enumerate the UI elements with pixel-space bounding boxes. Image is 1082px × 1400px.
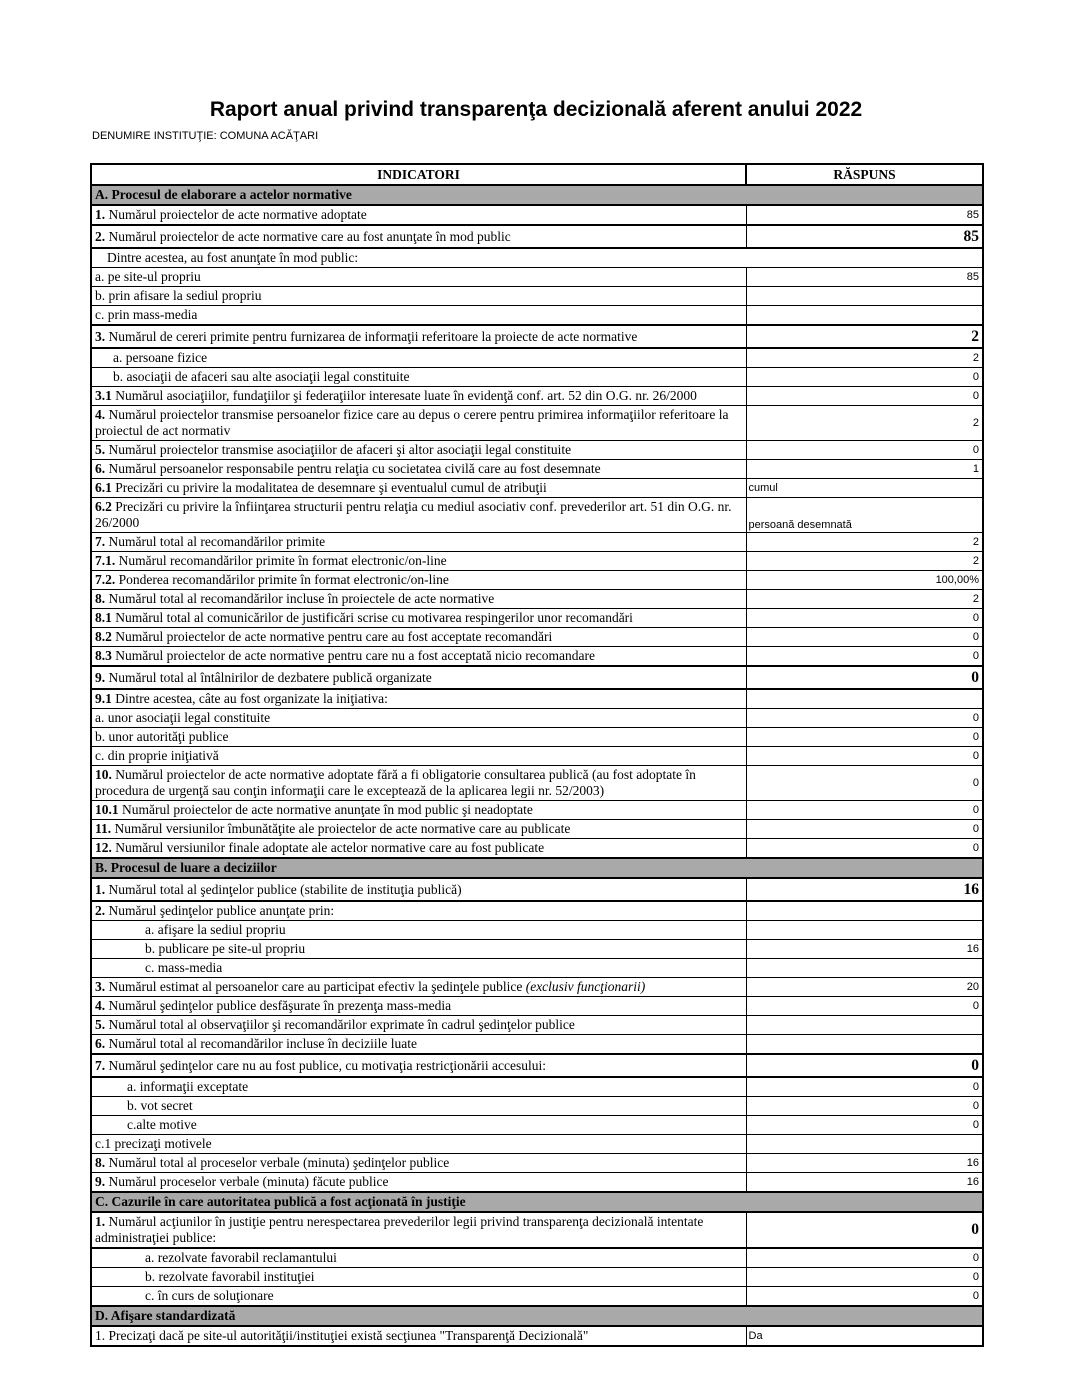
answer-cell: 100,00%: [746, 571, 983, 590]
section-header-row: [91, 1306, 983, 1326]
answer-cell: 2: [746, 406, 983, 441]
indicator-cell: 3.1 Numărul asociaţiilor, fundaţiilor şi federaţiilor interesate luate în evidenţă conf. art. 52 din O.G. nr. 26/2000: [91, 387, 746, 406]
indicator-number: 1.: [95, 881, 109, 897]
answer-cell: [746, 689, 983, 709]
answer-cell: 2: [746, 590, 983, 609]
table-row: [91, 552, 983, 571]
indicator-cell: 11. Numărul versiunilor îmbunătăţite ale proiectelor de acte normative care au publicate: [91, 820, 746, 839]
answer-cell: [746, 287, 983, 306]
answer-cell: 0: [746, 820, 983, 839]
indicator-number: 8.2: [95, 629, 116, 644]
answer-cell: 16: [746, 940, 983, 959]
answer-cell: cumul: [746, 479, 983, 498]
table-row: [91, 709, 983, 728]
indicators-column-header: INDICATORI: [91, 164, 746, 185]
indicators-table-body: [91, 185, 983, 1346]
answer-cell: 0: [746, 628, 983, 647]
indicator-cell: 9.1 Dintre acestea, câte au fost organizate la iniţiativa:: [91, 689, 746, 709]
answer-cell: 1: [746, 460, 983, 479]
answer-cell: Da: [746, 1326, 983, 1346]
answer-cell: 16: [746, 1173, 983, 1193]
answer-cell: 0: [746, 1248, 983, 1268]
table-row: [91, 1135, 983, 1154]
answer-cell: 2: [746, 552, 983, 571]
table-row: [91, 460, 983, 479]
indicator-cell: 5. Numărul total al observaţiilor şi recomandărilor exprimate în cadrul şedinţelor publice: [91, 1016, 746, 1035]
table-row: [91, 609, 983, 628]
indicator-number: 4.: [95, 998, 109, 1013]
table-row: [91, 978, 983, 997]
indicator-number: 3.1: [95, 388, 116, 403]
table-row: [91, 647, 983, 667]
answer-cell: [746, 306, 983, 326]
answer-cell: 2: [746, 348, 983, 368]
table-row: [91, 479, 983, 498]
indicator-number: 5.: [95, 442, 109, 457]
answer-cell: 0: [746, 1054, 983, 1077]
table-header-row: [91, 164, 983, 185]
section-header-label: C. Cazurile în care autoritatea publică a fost acţionată în justiţie: [91, 1192, 983, 1212]
section-header-label: A. Procesul de elaborare a actelor normative: [91, 185, 983, 205]
indicator-cell: c.alte motive: [91, 1116, 746, 1135]
indicator-cell: 7.1. Numărul recomandărilor primite în format electronic/on-line: [91, 552, 746, 571]
table-row: [91, 205, 983, 225]
indicator-number: 10.1: [95, 802, 122, 817]
answer-cell: [746, 901, 983, 921]
table-row: [91, 1016, 983, 1035]
table-row: [91, 268, 983, 287]
indicator-cell: a. afişare la sediul propriu: [91, 921, 746, 940]
indicator-cell: a. rezolvate favorabil reclamantului: [91, 1248, 746, 1268]
table-row: [91, 820, 983, 839]
table-row: [91, 1212, 983, 1248]
indicator-number: 1.: [95, 1328, 109, 1343]
indicator-number: 10.: [95, 767, 116, 782]
table-row: [91, 248, 983, 268]
indicator-cell: c. mass-media: [91, 959, 746, 978]
indicator-cell: 8.3 Numărul proiectelor de acte normative pentru care nu a fost acceptată nicio recomandare: [91, 647, 746, 667]
answer-cell: 85: [746, 268, 983, 287]
indicator-number: 9.: [95, 1174, 109, 1189]
indicator-cell: 10. Numărul proiectelor de acte normative adoptate fără a fi obligatorie consultarea publică (au fost adoptate în procedura de urgenţă sau conţin informaţii care le exceptează de la aplicarea legii nr. 52/2003): [91, 766, 746, 801]
answer-cell: 0: [746, 801, 983, 820]
table-row: [91, 1116, 983, 1135]
answer-cell: 0: [746, 997, 983, 1016]
table-row: [91, 1287, 983, 1307]
table-row: [91, 441, 983, 460]
indicator-cell: 10.1 Numărul proiectelor de acte normative anunţate în mod public şi neadoptate: [91, 801, 746, 820]
indicator-note: (exclusiv funcţionarii): [522, 979, 646, 994]
indicator-cell: 6.2 Precizări cu privire la înfiinţarea structurii pentru relaţia cu mediul asociativ conf. prevederilor art. 51 din O.G. nr. 26/2000: [91, 498, 746, 533]
answer-cell: 0: [746, 609, 983, 628]
table-row: [91, 1054, 983, 1077]
indicator-number: 2.: [95, 903, 109, 918]
answer-cell: 0: [746, 441, 983, 460]
table-row: [91, 225, 983, 248]
indicator-number: 8.: [95, 591, 109, 606]
answer-cell: 0: [746, 1116, 983, 1135]
answer-cell: 0: [746, 709, 983, 728]
answer-cell: 0: [746, 1287, 983, 1307]
table-row: [91, 878, 983, 901]
indicator-cell: 6.1 Precizări cu privire la modalitatea de desemnare şi eventualul cumul de atribuţii: [91, 479, 746, 498]
answer-cell: 2: [746, 533, 983, 552]
answer-cell: 0: [746, 647, 983, 667]
indicator-number: 4.: [95, 407, 109, 422]
indicator-cell: 6. Numărul persoanelor responsabile pentru relaţia cu societatea civilă care au fost desemnate: [91, 460, 746, 479]
indicator-cell: a. pe site-ul propriu: [91, 268, 746, 287]
table-row: [91, 921, 983, 940]
answer-cell: persoană desemnată: [746, 498, 983, 533]
indicator-number: 7.: [95, 534, 109, 549]
answer-cell: [746, 1016, 983, 1035]
indicator-cell: 1. Numărul proiectelor de acte normative adoptate: [91, 205, 746, 225]
indicator-cell: 7. Numărul şedinţelor care nu au fost publice, cu motivaţia restricţionării accesului:: [91, 1054, 746, 1077]
table-row: [91, 1077, 983, 1097]
indicator-number: 11.: [95, 821, 115, 836]
indicator-number: 1.: [95, 1214, 109, 1229]
transparency-report-table: [90, 163, 984, 1347]
table-row: [91, 747, 983, 766]
answer-cell: [746, 959, 983, 978]
table-row: [91, 959, 983, 978]
answer-cell: 0: [746, 368, 983, 387]
indicator-cell: a. informaţii exceptate: [91, 1077, 746, 1097]
indicator-number: 1.: [95, 207, 109, 222]
indicator-cell: b. publicare pe site-ul propriu: [91, 940, 746, 959]
institution-name: DENUMIRE INSTITUŢIE: COMUNA ACĂŢARI: [92, 130, 319, 142]
answer-cell: 0: [746, 666, 983, 689]
section-header-label: B. Procesul de luare a deciziilor: [91, 858, 983, 878]
answer-cell: 16: [746, 1154, 983, 1173]
indicator-cell: Dintre acestea, au fost anunţate în mod public:: [91, 248, 983, 268]
answer-cell: 0: [746, 728, 983, 747]
indicator-cell: 1. Numărul acţiunilor în justiţie pentru nerespectarea prevederilor legii privind transparenţa decizională intentate administraţiei publice:: [91, 1212, 746, 1248]
indicator-cell: 8.2 Numărul proiectelor de acte normative pentru care au fost acceptate recomandări: [91, 628, 746, 647]
indicator-number: 8.: [95, 1155, 109, 1170]
answer-cell: 0: [746, 387, 983, 406]
table-row: [91, 628, 983, 647]
table-row: [91, 1326, 983, 1346]
indicator-number: 6.: [95, 1036, 109, 1051]
section-header-row: [91, 185, 983, 205]
section-header-row: [91, 1192, 983, 1212]
indicator-cell: b. prin afisare la sediul propriu: [91, 287, 746, 306]
indicator-cell: 7. Numărul total al recomandărilor primite: [91, 533, 746, 552]
table-row: [91, 1154, 983, 1173]
indicator-number: 9.1: [95, 691, 116, 706]
indicator-cell: 2. Numărul şedinţelor publice anunţate prin:: [91, 901, 746, 921]
indicator-cell: a. unor asociaţii legal constituite: [91, 709, 746, 728]
indicator-cell: c.1 precizaţi motivele: [91, 1135, 746, 1154]
table-row: [91, 1248, 983, 1268]
table-row: [91, 325, 983, 348]
indicator-number: 6.: [95, 461, 109, 476]
table-row: [91, 306, 983, 326]
answer-cell: 0: [746, 1268, 983, 1287]
answer-cell: 2: [746, 325, 983, 348]
indicator-number: 2.: [95, 228, 109, 244]
table-row: [91, 801, 983, 820]
indicator-cell: 8. Numărul total al recomandărilor incluse în proiectele de acte normative: [91, 590, 746, 609]
indicator-number: 7.1.: [95, 553, 119, 568]
indicator-cell: b. vot secret: [91, 1097, 746, 1116]
table-row: [91, 498, 983, 533]
indicator-cell: 12. Numărul versiunilor finale adoptate ale actelor normative care au fost publicate: [91, 839, 746, 859]
indicator-cell: c. prin mass-media: [91, 306, 746, 326]
answer-cell: 20: [746, 978, 983, 997]
table-row: [91, 728, 983, 747]
section-header-row: [91, 858, 983, 878]
table-row: [91, 839, 983, 859]
indicator-cell: 2. Numărul proiectelor de acte normative care au fost anunţate în mod public: [91, 225, 746, 248]
indicator-cell: 4. Numărul proiectelor transmise persoanelor fizice care au depus o cerere pentru primirea informaţiilor referitoare la proiectul de act normativ: [91, 406, 746, 441]
indicator-cell: 5. Numărul proiectelor transmise asociaţiilor de afaceri şi altor asociaţii legal constituite: [91, 441, 746, 460]
indicator-cell: 6. Numărul total al recomandărilor incluse în deciziile luate: [91, 1035, 746, 1055]
table-row: [91, 368, 983, 387]
answer-cell: 0: [746, 1212, 983, 1248]
indicator-cell: 1. Numărul total al şedinţelor publice (stabilite de instituţia publică): [91, 878, 746, 901]
table-row: [91, 348, 983, 368]
indicator-cell: 3. Numărul estimat al persoanelor care au participat efectiv la şedinţele publice (exclusiv funcţionarii): [91, 978, 746, 997]
table-row: [91, 997, 983, 1016]
table-row: [91, 1097, 983, 1116]
indicator-number: 6.2: [95, 499, 116, 514]
indicator-number: 3.: [95, 328, 109, 344]
table-row: [91, 940, 983, 959]
page-title: Raport anual privind transparenţa decizională aferent anului 2022: [209, 98, 863, 121]
table-row: [91, 533, 983, 552]
table-row: [91, 666, 983, 689]
indicator-cell: 1. Precizaţi dacă pe site-ul autorităţii/instituţiei există secţiunea "Transparenţă Decizională": [91, 1326, 746, 1346]
indicator-number: 8.3: [95, 648, 116, 663]
answer-cell: [746, 1135, 983, 1154]
indicator-cell: 8. Numărul total al proceselor verbale (minuta) şedinţelor publice: [91, 1154, 746, 1173]
table-row: [91, 766, 983, 801]
answer-cell: 0: [746, 766, 983, 801]
table-row: [91, 571, 983, 590]
indicator-number: 7.2.: [95, 572, 119, 587]
indicator-cell: 9. Numărul proceselor verbale (minuta) făcute publice: [91, 1173, 746, 1193]
indicator-cell: 7.2. Ponderea recomandărilor primite în format electronic/on-line: [91, 571, 746, 590]
indicator-cell: b. asociaţii de afaceri sau alte asociaţii legal constituite: [91, 368, 746, 387]
indicator-cell: 3. Numărul de cereri primite pentru furnizarea de informaţii referitoare la proiecte de acte normative: [91, 325, 746, 348]
table-row: [91, 1173, 983, 1193]
indicator-cell: 4. Numărul şedinţelor publice desfăşurate în prezenţa mass-media: [91, 997, 746, 1016]
table-row: [91, 406, 983, 441]
answer-cell: 85: [746, 205, 983, 225]
answer-cell: 0: [746, 839, 983, 859]
answer-cell: 16: [746, 878, 983, 901]
indicator-cell: b. rezolvate favorabil instituţiei: [91, 1268, 746, 1287]
indicator-cell: a. persoane fizice: [91, 348, 746, 368]
indicator-number: 9.: [95, 669, 109, 685]
table-row: [91, 901, 983, 921]
answer-column-header: RĂSPUNS: [746, 164, 983, 185]
indicator-cell: 8.1 Numărul total al comunicărilor de justificări scrise cu motivarea respingerilor unor recomandări: [91, 609, 746, 628]
indicator-cell: 9. Numărul total al întâlnirilor de dezbatere publică organizate: [91, 666, 746, 689]
indicator-number: c.1: [95, 1136, 115, 1151]
table-row: [91, 387, 983, 406]
table-row: [91, 1268, 983, 1287]
section-header-label: D. Afişare standardizată: [91, 1306, 983, 1326]
indicator-number: 12.: [95, 840, 116, 855]
answer-cell: [746, 921, 983, 940]
table-row: [91, 1035, 983, 1055]
table-row: [91, 689, 983, 709]
answer-cell: 0: [746, 1097, 983, 1116]
table-row: [91, 590, 983, 609]
answer-cell: 85: [746, 225, 983, 248]
table-row: [91, 287, 983, 306]
indicator-number: 3.: [95, 979, 109, 994]
indicator-number: 6.1: [95, 480, 116, 495]
indicator-number: 7.: [95, 1057, 109, 1073]
indicator-number: 5.: [95, 1017, 109, 1032]
indicator-cell: b. unor autorităţi publice: [91, 728, 746, 747]
answer-cell: 0: [746, 747, 983, 766]
indicator-number: 8.1: [95, 610, 116, 625]
answer-cell: 0: [746, 1077, 983, 1097]
indicator-cell: c. din proprie iniţiativă: [91, 747, 746, 766]
indicator-cell: c. în curs de soluţionare: [91, 1287, 746, 1307]
answer-cell: [746, 1035, 983, 1055]
